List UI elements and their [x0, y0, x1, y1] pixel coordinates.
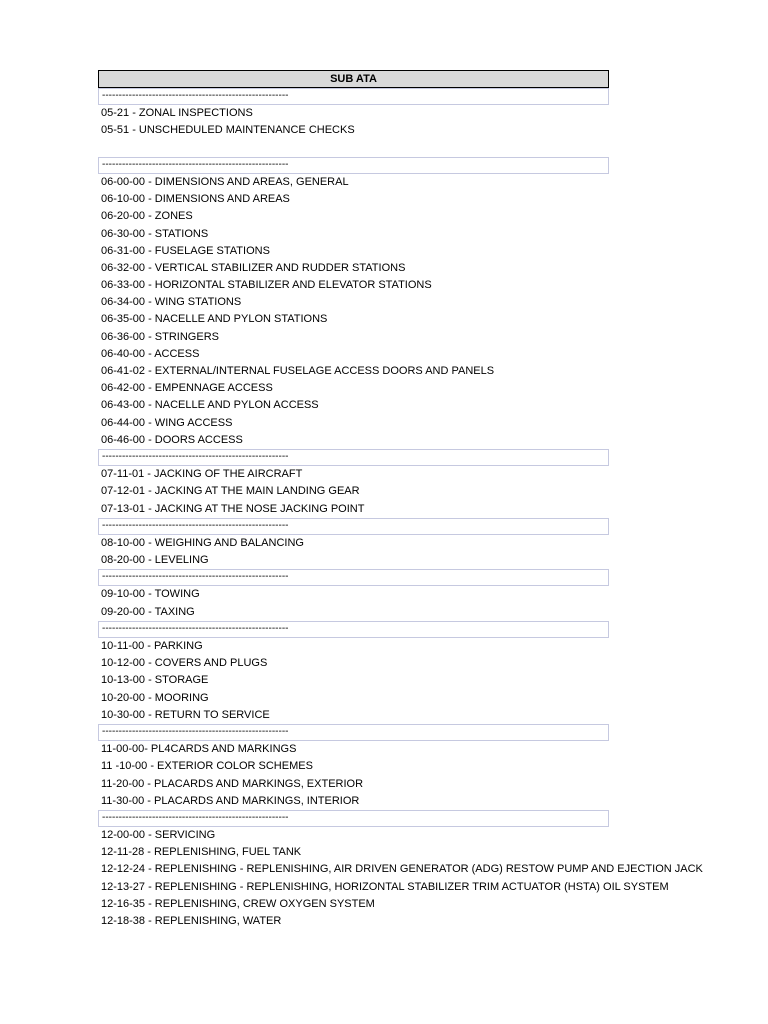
- ata-item-row[interactable]: 06-31-00 - FUSELAGE STATIONS: [101, 244, 270, 257]
- ata-item-row[interactable]: 12-12-24 - REPLENISHING - REPLENISHING, AIR DRIVEN GENERATOR (ADG) RESTOW PUMP AND EJECTION JACK: [101, 863, 703, 876]
- ata-item-row[interactable]: 10-20-00 - MOORING: [101, 691, 209, 704]
- ata-item-row[interactable]: 09-10-00 - TOWING: [101, 588, 200, 601]
- ata-item-row[interactable]: 06-35-00 - NACELLE AND PYLON STATIONS: [101, 313, 328, 326]
- ata-item-row[interactable]: 06-00-00 - DIMENSIONS AND AREAS, GENERAL: [101, 175, 349, 188]
- ata-item-row[interactable]: 09-20-00 - TAXING: [101, 605, 195, 618]
- ata-item-row[interactable]: 06-36-00 - STRINGERS: [101, 330, 219, 343]
- ata-item-row[interactable]: 07-11-01 - JACKING OF THE AIRCRAFT: [101, 468, 303, 481]
- separator-row[interactable]: --------------------------------------------------------: [98, 621, 609, 638]
- ata-item-row[interactable]: 10-11-00 - PARKING: [101, 640, 203, 652]
- separator-row[interactable]: --------------------------------------------------------: [98, 569, 609, 586]
- ata-item-row[interactable]: 06-40-00 - ACCESS: [101, 347, 200, 360]
- column-header[interactable]: SUB ATA: [98, 70, 609, 88]
- ata-item-row[interactable]: 12-13-27 - REPLENISHING - REPLENISHING, HORIZONTAL STABILIZER TRIM ACTUATOR (HSTA) OIL SYSTEM: [101, 880, 669, 893]
- ata-item-row[interactable]: 05-51 - UNSCHEDULED MAINTENANCE CHECKS: [101, 124, 355, 137]
- separator-row[interactable]: --------------------------------------------------------: [98, 724, 609, 741]
- ata-item-row[interactable]: 08-10-00 - WEIGHING AND BALANCING: [101, 536, 304, 549]
- ata-item-row[interactable]: 12-11-28 - REPLENISHING, FUEL TANK: [101, 846, 302, 859]
- ata-item-row[interactable]: 11-20-00 - PLACARDS AND MARKINGS, EXTERIOR: [101, 777, 364, 790]
- ata-item-row[interactable]: 10-12-00 - COVERS AND PLUGS: [101, 657, 268, 670]
- separator-row[interactable]: --------------------------------------------------------: [98, 449, 609, 466]
- ata-item-row[interactable]: 11 -10-00 - EXTERIOR COLOR SCHEMES: [101, 760, 313, 773]
- ata-item-row[interactable]: 05-21 - ZONAL INSPECTIONS: [101, 107, 253, 120]
- ata-item-row[interactable]: 10-13-00 - STORAGE: [101, 674, 209, 687]
- ata-item-row[interactable]: 06-10-00 - DIMENSIONS AND AREAS: [101, 193, 290, 206]
- ata-item-row[interactable]: 12-00-00 - SERVICING: [101, 829, 216, 842]
- ata-item-row[interactable]: 06-32-00 - VERTICAL STABILIZER AND RUDDER STATIONS: [101, 261, 406, 274]
- ata-item-row[interactable]: 11-30-00 - PLACARDS AND MARKINGS, INTERIOR: [101, 794, 360, 807]
- ata-item-row[interactable]: 07-12-01 - JACKING AT THE MAIN LANDING GEAR: [101, 485, 360, 498]
- ata-item-row[interactable]: 10-30-00 - RETURN TO SERVICE: [101, 708, 270, 721]
- ata-item-row[interactable]: 11-00-00- PL4CARDS AND MARKINGS: [101, 743, 297, 756]
- ata-item-row[interactable]: 06-30-00 - STATIONS: [101, 227, 209, 240]
- ata-item-row[interactable]: 06-42-00 - EMPENNAGE ACCESS: [101, 382, 273, 395]
- ata-item-row[interactable]: 12-18-38 - REPLENISHING, WATER: [101, 915, 282, 927]
- ata-item-row[interactable]: 06-44-00 - WING ACCESS: [101, 416, 233, 429]
- ata-item-row[interactable]: 07-13-01 - JACKING AT THE NOSE JACKING POINT: [101, 502, 365, 515]
- ata-item-row[interactable]: 06-34-00 - WING STATIONS: [101, 296, 242, 309]
- separator-row[interactable]: --------------------------------------------------------: [98, 157, 609, 174]
- separator-row[interactable]: --------------------------------------------------------: [98, 88, 609, 105]
- spreadsheet-sheet: [98, 70, 703, 930]
- separator-row[interactable]: --------------------------------------------------------: [98, 518, 609, 535]
- ata-item-row[interactable]: 06-46-00 - DOORS ACCESS: [101, 433, 243, 446]
- blank-row[interactable]: [98, 140, 618, 157]
- ata-item-row[interactable]: 06-43-00 - NACELLE AND PYLON ACCESS: [101, 399, 319, 412]
- ata-item-row[interactable]: 08-20-00 - LEVELING: [101, 554, 209, 567]
- ata-item-row[interactable]: 06-33-00 - HORIZONTAL STABILIZER AND ELEVATOR STATIONS: [101, 279, 432, 292]
- ata-item-row[interactable]: 12-16-35 - REPLENISHING, CREW OXYGEN SYSTEM: [101, 897, 375, 910]
- separator-row[interactable]: --------------------------------------------------------: [98, 810, 609, 827]
- ata-item-row[interactable]: 06-41-02 - EXTERNAL/INTERNAL FUSELAGE ACCESS DOORS AND PANELS: [101, 365, 495, 377]
- row-list: [98, 88, 703, 930]
- ata-item-row[interactable]: 06-20-00 - ZONES: [101, 210, 193, 223]
